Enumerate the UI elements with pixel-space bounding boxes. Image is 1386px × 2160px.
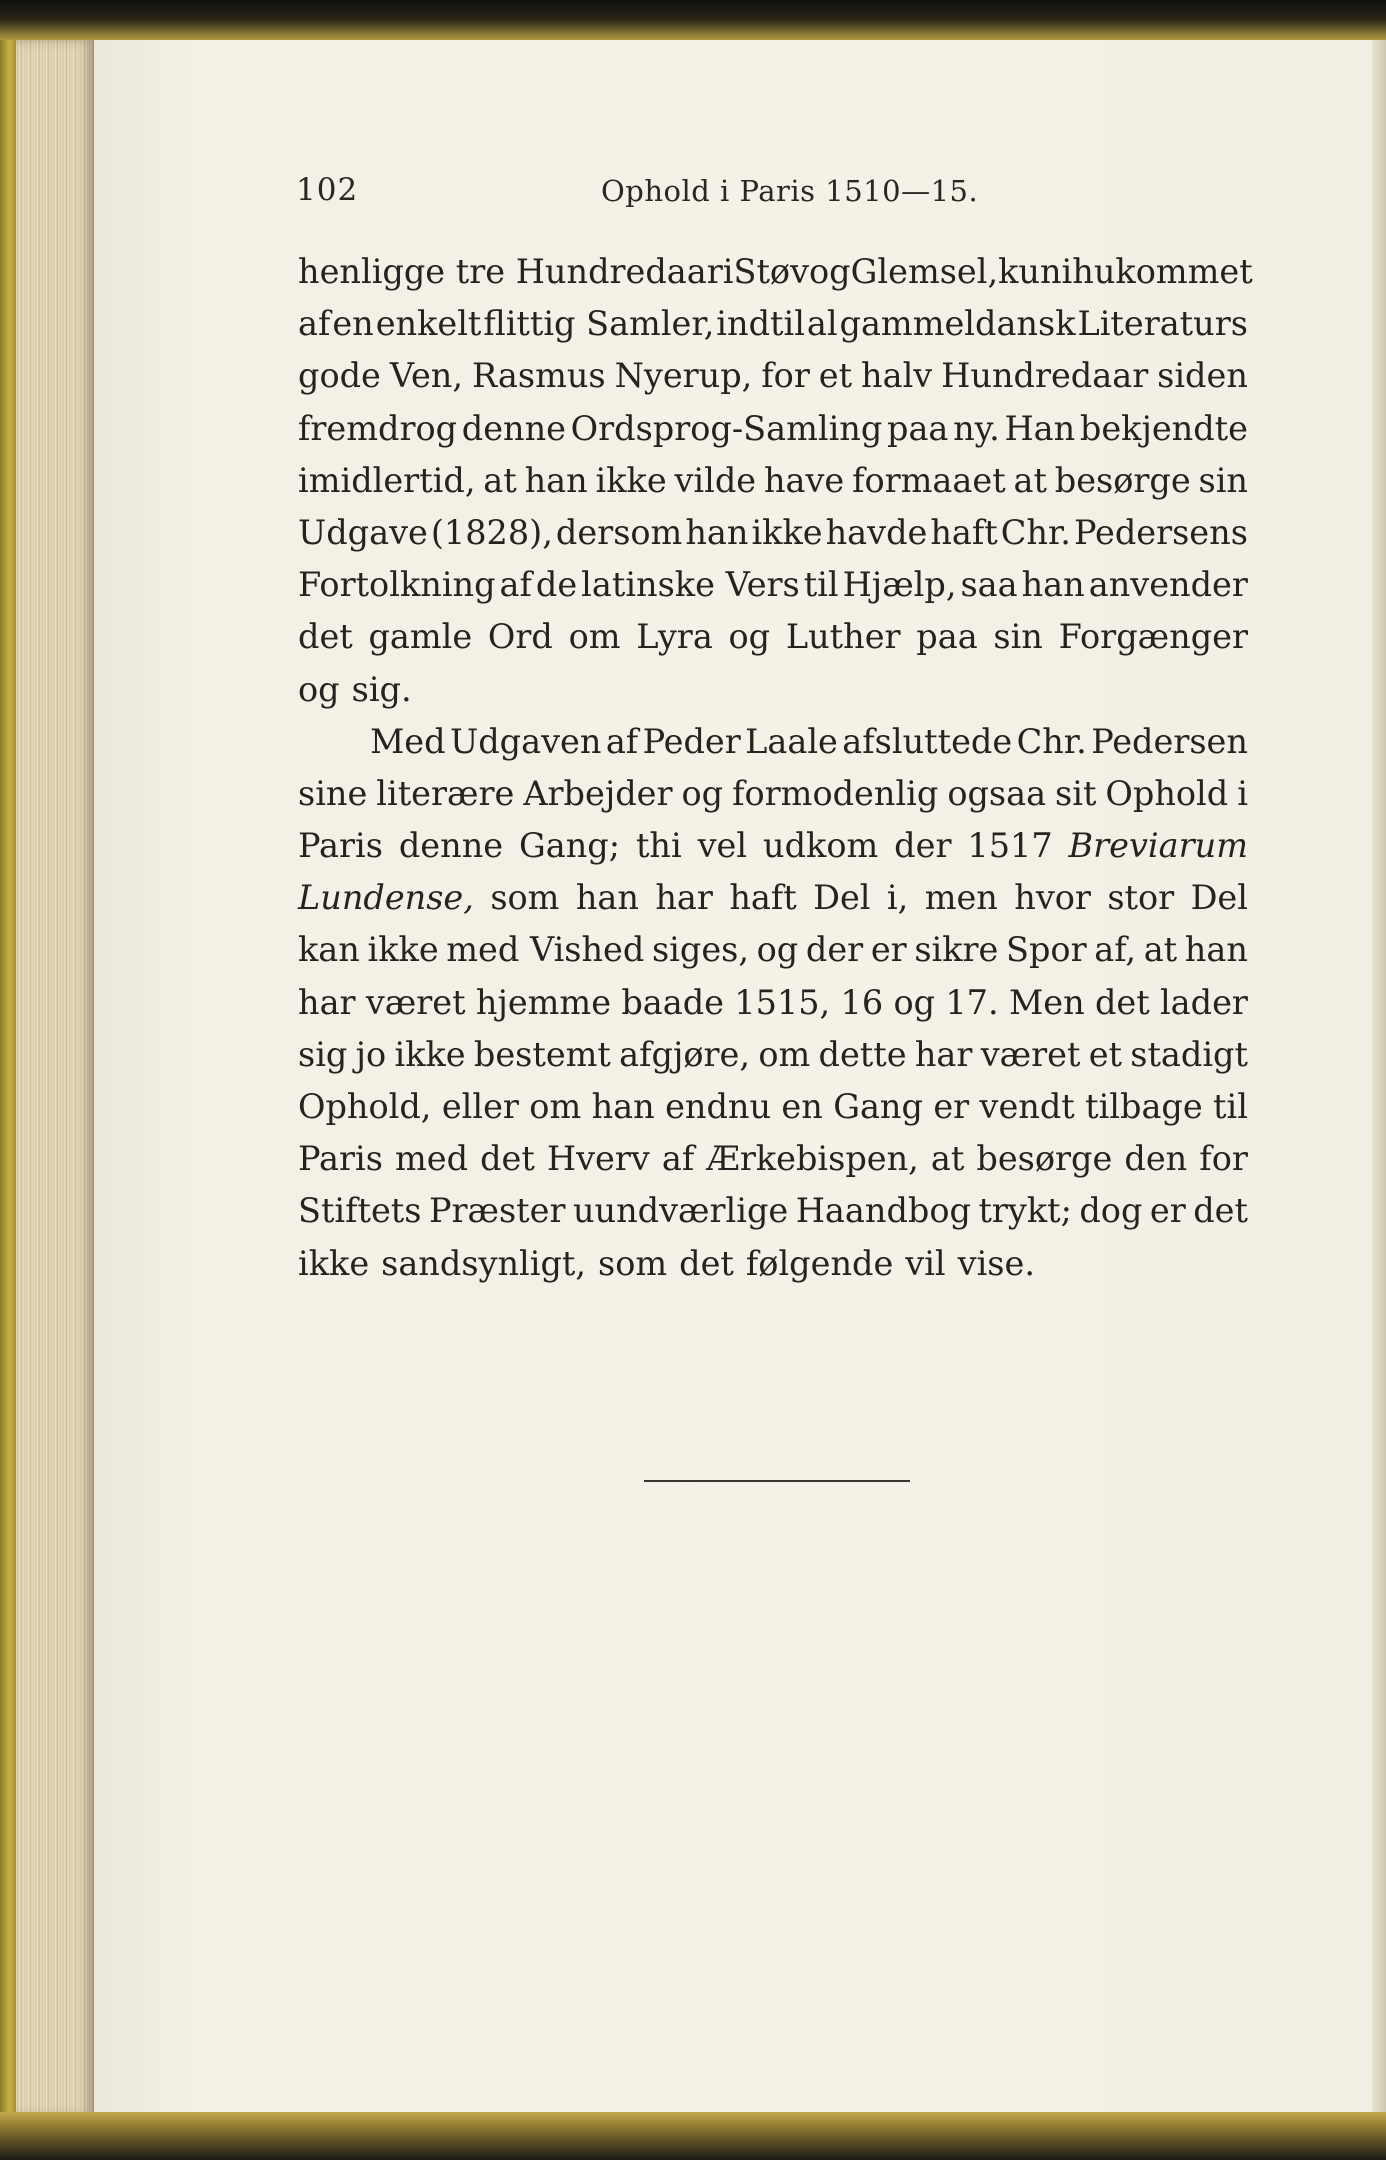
word: Stiftets	[298, 1191, 422, 1231]
body-text	[298, 246, 1253, 1290]
word: trykt;	[978, 1191, 1072, 1231]
word: Forgænger	[1058, 617, 1248, 657]
word: Literaturs	[1077, 304, 1248, 344]
word: Med	[370, 721, 446, 761]
word: som	[490, 878, 560, 918]
word: tilbage	[1085, 1087, 1203, 1126]
word: vendt	[979, 1087, 1075, 1126]
text-line	[298, 403, 1248, 455]
word: følgende	[745, 1243, 894, 1283]
word: til	[803, 565, 839, 605]
word: at	[930, 1139, 965, 1179]
word: gammeldansk	[839, 304, 1076, 344]
word: Arbejder	[523, 773, 673, 813]
text-line	[298, 298, 1248, 350]
word: en	[332, 304, 374, 344]
text-line	[298, 1185, 1248, 1237]
word: Haandbog	[795, 1191, 971, 1231]
word: Luther	[785, 617, 901, 657]
word: ikke	[298, 1243, 370, 1283]
word: Lyra	[636, 617, 713, 657]
word: besørge	[976, 1139, 1113, 1179]
word: Chr.	[1016, 721, 1087, 761]
word: bestemt	[473, 1034, 611, 1074]
text-line	[298, 1029, 1248, 1081]
book-top-edge	[0, 0, 1386, 44]
word: dette	[818, 1034, 907, 1074]
word: Laale	[745, 721, 838, 761]
word: denne	[461, 408, 566, 448]
word: indtil	[716, 304, 805, 344]
word: han	[1021, 565, 1085, 605]
word: har	[298, 982, 356, 1022]
word: imidlertid,	[298, 460, 476, 500]
word: literære	[376, 773, 515, 813]
text-line	[298, 455, 1248, 507]
word: i	[722, 252, 734, 291]
word: formodenlig	[732, 773, 939, 813]
word: ikke	[751, 512, 823, 552]
word: saa	[960, 565, 1018, 605]
page-number: 102	[296, 172, 359, 208]
word: i,	[886, 878, 909, 918]
word: Udgaven	[449, 721, 602, 761]
word: har	[655, 878, 713, 918]
word: Chr.	[1000, 512, 1071, 552]
word: kun	[998, 252, 1062, 291]
word: er	[933, 1087, 970, 1126]
word: sikre	[914, 930, 999, 970]
word: det	[1094, 982, 1150, 1022]
word: og	[681, 773, 724, 813]
word: Pedersens	[1073, 512, 1248, 552]
word: denne	[398, 826, 504, 866]
page-header	[296, 172, 1256, 222]
word: latinske Vers	[581, 565, 800, 605]
word: siden	[1157, 356, 1248, 396]
word: besørge	[1054, 460, 1191, 500]
word: han	[575, 878, 639, 918]
word: baade	[621, 982, 724, 1022]
word: Ophold	[1105, 773, 1229, 813]
word: Rasmus	[471, 356, 606, 396]
word: ikke	[367, 930, 439, 970]
word: af	[661, 1139, 695, 1179]
word: og	[756, 930, 799, 970]
word: ikke	[595, 460, 667, 500]
book-cover-edge	[0, 40, 16, 2120]
word: Peder	[642, 721, 741, 761]
word: Gang	[833, 1087, 923, 1126]
word: et	[818, 356, 853, 396]
word: om	[529, 1087, 582, 1126]
word: er	[1149, 1191, 1186, 1231]
word: at	[1143, 930, 1178, 970]
word: lader	[1159, 982, 1248, 1022]
word: stadigt	[1130, 1034, 1248, 1074]
word: at	[1013, 460, 1047, 500]
word: været	[980, 1034, 1081, 1074]
word: haft	[930, 512, 998, 552]
text-line	[298, 872, 1248, 924]
word: og	[893, 982, 936, 1022]
word: henligge tre Hundredaar	[298, 252, 723, 291]
word: dog	[1079, 1191, 1143, 1231]
word: han	[685, 512, 749, 552]
page-edges	[16, 40, 94, 2116]
text-line	[298, 611, 1248, 663]
word: i	[1237, 773, 1248, 813]
word: Del	[813, 878, 871, 918]
word: ikke	[394, 1034, 466, 1074]
text-line	[298, 1133, 1248, 1185]
text-line	[298, 246, 1253, 298]
word: med	[395, 1139, 469, 1179]
text-line	[298, 507, 1248, 559]
word: Men	[1008, 982, 1085, 1022]
word: Breviarum	[1068, 826, 1248, 866]
page-right-edge	[1372, 40, 1386, 2116]
text-line	[298, 1238, 1248, 1290]
word: sig.	[351, 669, 412, 709]
word: 17.	[945, 982, 999, 1022]
text-line	[298, 768, 1248, 820]
word: siges,	[651, 930, 749, 970]
word: thi	[635, 826, 682, 866]
word: Spor	[1006, 930, 1087, 970]
word: dersom	[555, 512, 683, 552]
word: Ophold,	[298, 1087, 432, 1126]
word: paa	[887, 408, 949, 448]
word: eller	[441, 1087, 519, 1126]
word: Ordsprog-Samling	[570, 408, 883, 448]
text-line	[298, 1081, 1248, 1133]
word: have	[763, 460, 845, 500]
text-line	[298, 559, 1248, 611]
word: de	[535, 565, 578, 605]
word: al	[806, 304, 838, 344]
word: Paris	[298, 826, 383, 866]
word: Hjælp,	[842, 565, 957, 605]
word: sin	[993, 617, 1043, 657]
word: 1517	[967, 826, 1053, 866]
word: for	[1199, 1139, 1248, 1179]
word: gode	[298, 356, 381, 396]
word: ihukommet	[1061, 252, 1253, 291]
word: Præster	[428, 1191, 566, 1231]
text-line	[298, 977, 1248, 1029]
word: Hundredaar	[941, 356, 1149, 396]
word: stor	[1107, 878, 1175, 918]
word: hvor	[1014, 878, 1091, 918]
word: sine	[298, 773, 368, 813]
word: endnu	[665, 1087, 772, 1126]
word: det	[1193, 1191, 1248, 1231]
word: afgjøre,	[619, 1034, 751, 1074]
word: af	[499, 565, 532, 605]
word: vel	[697, 826, 748, 866]
word: men	[924, 878, 998, 918]
word: bekjendte	[1079, 408, 1248, 448]
book-bottom-edge	[0, 2112, 1386, 2160]
word: ny.	[953, 408, 1000, 448]
word: det	[480, 1139, 535, 1179]
word: formaaet	[852, 460, 1006, 500]
word: Pedersen	[1091, 721, 1248, 761]
word: Fortolkning	[298, 565, 496, 605]
word: sig	[298, 1034, 348, 1074]
word: en	[781, 1087, 823, 1126]
word: og	[728, 617, 771, 657]
word: afsluttede	[842, 721, 1013, 761]
text-line	[298, 664, 1248, 716]
word: at	[483, 460, 517, 500]
word: Støv	[733, 252, 810, 291]
word: fremdrog	[298, 408, 458, 448]
word: Udgave	[298, 512, 428, 552]
word: flittig Samler,	[483, 304, 715, 344]
word: Han	[1004, 408, 1076, 448]
word: der	[805, 930, 864, 970]
word: været	[365, 982, 466, 1022]
word: hjemme	[475, 982, 612, 1022]
word: af	[298, 304, 331, 344]
word: som	[598, 1243, 668, 1283]
text-line	[298, 820, 1248, 872]
word: ogsaa	[947, 773, 1047, 813]
word: sin	[1198, 460, 1248, 500]
word: Lundense,	[298, 878, 474, 918]
word: udkom	[763, 826, 879, 866]
text-line	[298, 924, 1248, 976]
word: af	[605, 721, 639, 761]
word: Ærkebispen,	[706, 1139, 919, 1179]
word: for	[761, 356, 810, 396]
word: uundværlige	[572, 1191, 789, 1231]
word: om	[758, 1034, 811, 1074]
word: Gang;	[519, 826, 621, 866]
word: 1515,	[734, 982, 831, 1022]
word: det	[679, 1243, 734, 1283]
word: (1828),	[430, 512, 553, 552]
word: sandsynligt,	[381, 1243, 587, 1283]
word: gamle	[368, 617, 473, 657]
word: vil	[905, 1243, 946, 1283]
word: af,	[1094, 930, 1137, 970]
word: Del	[1190, 878, 1248, 918]
text-line	[298, 350, 1248, 402]
word: enkelt	[375, 304, 482, 344]
word: er	[870, 930, 907, 970]
word: 16	[840, 982, 884, 1022]
word: han	[591, 1087, 655, 1126]
word: om	[568, 617, 621, 657]
word: og	[809, 252, 851, 291]
word: haft	[729, 878, 797, 918]
word: Nyerup,	[614, 356, 753, 396]
word: vise.	[957, 1243, 1035, 1283]
word: Hverv	[546, 1139, 650, 1179]
word: havde	[825, 512, 928, 552]
word: og	[298, 669, 340, 709]
word: han	[524, 460, 588, 500]
word: kan	[298, 930, 360, 970]
word: sit	[1055, 773, 1097, 813]
word: det	[298, 617, 353, 657]
word: Glemsel,	[850, 252, 999, 291]
word: han	[1184, 930, 1248, 970]
word: anvender	[1088, 565, 1248, 605]
word: paa	[916, 617, 978, 657]
word: der	[894, 826, 952, 866]
word: jo	[355, 1034, 387, 1074]
text-line	[298, 716, 1248, 768]
word: den	[1124, 1139, 1188, 1179]
word: halv	[861, 356, 933, 396]
running-title: Ophold i Paris 1510—15.	[601, 174, 979, 208]
word: vilde	[674, 460, 757, 500]
word: har	[914, 1034, 973, 1074]
word: Ven,	[389, 356, 463, 396]
section-divider	[644, 1480, 910, 1482]
word: Paris	[298, 1139, 383, 1179]
word: til	[1213, 1087, 1248, 1126]
word: et	[1088, 1034, 1122, 1074]
word: med Vished	[446, 930, 645, 970]
word: Ord	[487, 617, 553, 657]
